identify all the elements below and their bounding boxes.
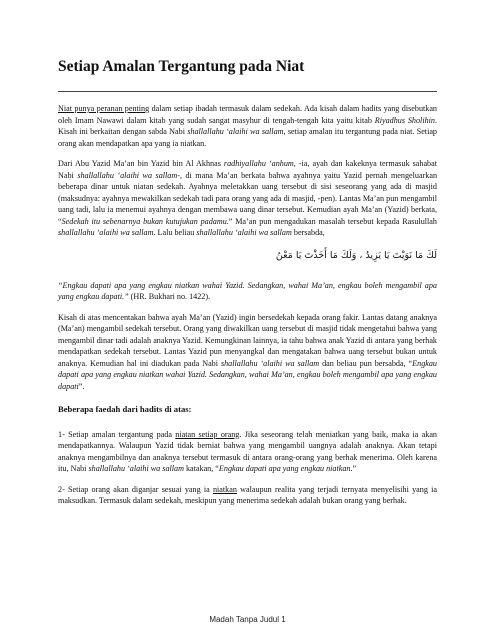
text-run: .” xyxy=(350,464,357,473)
book-title: Riyadhus Sholihin xyxy=(374,115,435,125)
text-run: , -ia, ayah dan kakeknya termasuk sahabat Nabi xyxy=(58,159,437,180)
arabic-hadith: لَكَ مَا نَوَيْتَ يَا يَزِيدُ ، وَلَكَ مَا أَخَذْتَ يَا مَعْنُ xyxy=(275,249,437,261)
hadith-translation xyxy=(58,280,437,303)
salawat-text: shallallahu ‘alaihi wa sallam xyxy=(187,127,284,136)
page-footer: Madah Tanpa Judul 1 xyxy=(209,615,286,624)
italic-run: shallallahu ‘alaihi wa sallam xyxy=(58,228,154,237)
italic-run: shallallahu ‘alaihi wa sallam xyxy=(77,170,178,180)
text-run: dan beliau pun bersabda, “ xyxy=(319,358,413,368)
text-run: ” Ma’an pun mengadukan masalah tersebut kepada Rasulullah xyxy=(228,216,437,226)
lesson-item-2 xyxy=(58,484,437,507)
underlined-phrase: Niat punya peranan penting xyxy=(58,104,150,113)
text-run: . Jika seseorang telah meniatkan yang baik, maka ia akan mendapatkannya. Walaupun Yazid tidak berniat bahwa yang mengambil uangnya adalah anaknya. Akan tetapi anaknya mengambilnya dan anaknya tersebut termasuk di antara orang-orang yang berhak menerima. Oleh karena itu, Nabi xyxy=(58,429,437,473)
underlined-phrase: niatan setiap orang xyxy=(175,429,240,439)
italic-run: shallallahu ‘alaihi wa sallam xyxy=(196,228,292,237)
text-run: walaupun realita yang terjadi ternyata menyelisihi yang ia maksudkan. Termasuk dalam sedekah, meskipun yang menerima sedekah adalah bukan orang yang berhak. xyxy=(58,484,437,505)
quote-text: “Engkau dapati apa yang engkau niatkan wahai Yazid. Sedangkan, wahai Ma’an, engkau boleh mengambil apa yang engkau dapati.” xyxy=(58,280,437,301)
hadith-reference: (HR. Bukhari no. 1422). xyxy=(128,292,211,301)
italic-run: Engkau dapati apa yang engkau niatkan wahai Yazid. Sedangkan, wahai Ma’an, engkau boleh mengambil apa yang engkau dapati xyxy=(58,358,437,391)
italic-run: radhiyallahu ‘anhum xyxy=(223,159,294,168)
lesson-item-1 xyxy=(58,429,437,475)
text-run: 1- Setiap amalan tergantung pada xyxy=(58,429,176,439)
article-body xyxy=(58,103,437,516)
italic-run: shallallahu ‘alaihi wa sallam xyxy=(220,358,320,368)
text-run: . Lalu beliau xyxy=(153,228,197,237)
italic-run: shallallahu ‘alaihi wa sallam xyxy=(88,464,184,473)
italic-run: Sedekah itu sebenarnya bukan kutujukan padamu. xyxy=(61,216,229,226)
title-divider xyxy=(58,91,437,92)
text-run: -, di mana Ma’an berkata bahwa ayahnya yaitu Yazid pernah mengeluarkan beberapa dinar untuk niatan sedekah. Ayahnya meletakkan uang tersebut di sisi seseorang yang ada di masjid (maksudnya: ayahnya mewakilkan sedekah tadi para orang yang ada di masjid, -pen). Lantas Ma’an pun mengambil uang tadi, lalu ia menemui ayahnya dengan membawa uang dinar tersebut. Kemudian ayah Ma’an (Yazid) berkata, “ xyxy=(58,170,438,226)
text-run: 2- Setiap orang akan diganjar sesuai yang ia xyxy=(58,484,213,494)
text-run: dalam setiap ibadah termasuk dalam sedekah. Ada kisah dalam hadits yang disebutkan oleh Imam Nawawi dalam kitab yang sudah sangat masyhur di tengah-tengah kita yaitu kitab xyxy=(58,104,437,125)
italic-run: Engkau dapati apa yang engkau niatkan xyxy=(218,464,351,473)
story-paragraph xyxy=(58,158,437,239)
text-run: Dari Abu Yazid Ma’an bin Yazid bin Al Akhnas xyxy=(58,159,224,168)
text-run: ”. xyxy=(78,381,85,391)
section-subheading: Beberapa faedah dari hadits di atas: xyxy=(58,404,192,414)
text-run: bersabda, xyxy=(291,228,325,237)
text-run: . Kisah ini berkaitan dengan sabda Nabi xyxy=(58,115,437,136)
text-run: , setiap amalan itu tergantung pada niat. Setiap orang akan mendapatkan apa yang ia niatkan. xyxy=(58,127,437,148)
explanation-paragraph xyxy=(58,312,437,393)
underlined-phrase: niatkan xyxy=(212,484,237,494)
text-run: Kisah di atas mencentakan bahwa ayah Ma’an (Yazid) ingin bersedekah kepada orang fakir. Lantas datang anaknya (Ma’an) mengambil sedekah tersebut. Orang yang diwakilkan uang tersebut di masjid tidak mengetahui bahwa yang mengambil dinar tadi adalah anaknya Yazid. Kemungkinan lainnya, ia tahu bahwa anak Yazid di antara yang berhak mendapatkan sedekah tersebut. Lantas Yazid pun menyangkal dan mengatakan bahwa uang tersebut bukan untuk anaknya. Kemudian hal ini diadukan pada Nabi xyxy=(58,312,437,368)
text-run: katakan, “ xyxy=(183,464,219,473)
page-title: Setiap Amalan Tergantung pada Niat xyxy=(58,58,305,75)
intro-paragraph xyxy=(58,103,437,149)
